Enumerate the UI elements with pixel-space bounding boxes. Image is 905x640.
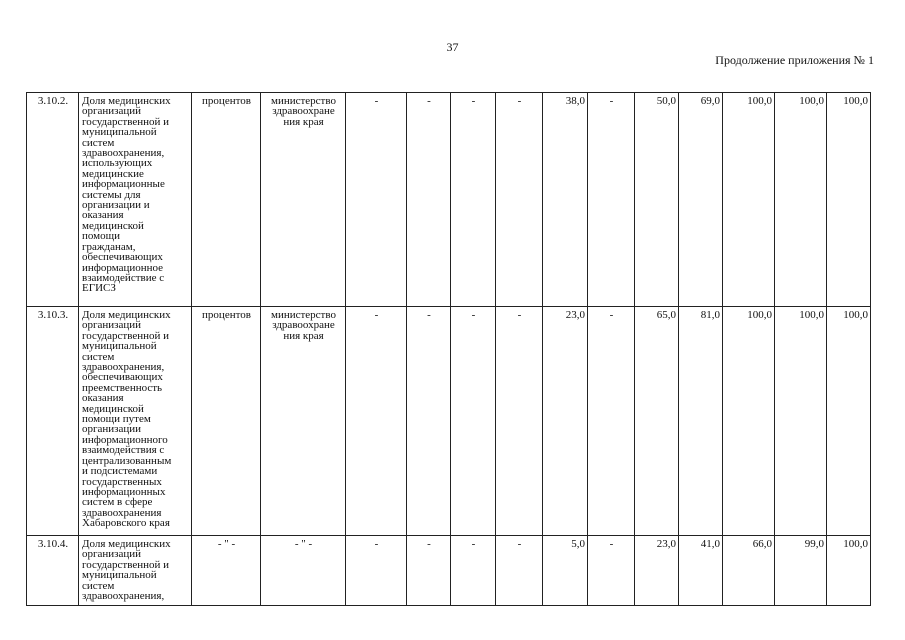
description-line: организации xyxy=(82,423,142,436)
description-line: обеспечивающих xyxy=(82,371,163,384)
value-cell: - xyxy=(346,307,407,536)
value-cell: - xyxy=(407,536,451,606)
table-row xyxy=(27,307,871,536)
value-cell: 69,0 xyxy=(679,93,723,307)
value-cell: - xyxy=(346,93,407,307)
description-line: Доля медицинских xyxy=(82,95,171,107)
value-cell: 100,0 xyxy=(723,93,775,307)
description-line: ЕГИСЗ xyxy=(82,282,116,295)
description-line: здравоохранения, xyxy=(82,361,165,374)
value-cell: 5,0 xyxy=(543,536,588,606)
value-cell: 81,0 xyxy=(679,307,723,536)
description-line: систем xyxy=(82,579,115,592)
value-cell: 41,0 xyxy=(679,536,723,606)
value-cell: - xyxy=(407,93,451,307)
value-cell: - xyxy=(496,536,543,606)
value-cell: - xyxy=(407,307,451,536)
unit-cell xyxy=(192,93,261,307)
description-line: помощи xyxy=(82,230,120,243)
description-line: государственной и xyxy=(82,115,170,128)
description-line: Доля медицинских xyxy=(82,538,171,550)
description-line: систем в сфере xyxy=(82,496,153,509)
description-line: систем xyxy=(82,350,115,363)
agency-line: здравоохране xyxy=(272,319,335,332)
description-line: оказания xyxy=(82,209,124,222)
table-row xyxy=(27,93,871,307)
description-line: организаций xyxy=(82,319,142,332)
agency-cell xyxy=(261,307,346,536)
description-line: системы для xyxy=(82,188,141,201)
description-line: здравоохранения, xyxy=(82,147,165,160)
agency-cell xyxy=(261,536,346,606)
value-cell: 66,0 xyxy=(723,536,775,606)
row-number: 3.10.2. xyxy=(27,93,79,307)
indicator-description xyxy=(79,307,192,536)
description-line: муниципальной xyxy=(82,569,157,582)
agency-line: - " - xyxy=(294,538,313,550)
description-line: гражданам, xyxy=(82,240,136,253)
unit-label: процентов xyxy=(202,309,251,321)
agency-cell xyxy=(261,93,346,307)
row-number: 3.10.3. xyxy=(27,307,79,536)
unit-label: процентов xyxy=(202,95,251,107)
description-line: медицинские xyxy=(82,167,144,180)
description-line: информационного xyxy=(82,433,168,446)
row-number: 3.10.4. xyxy=(27,536,79,606)
description-line: государственных xyxy=(82,475,162,488)
value-cell: - xyxy=(588,307,635,536)
value-cell: - xyxy=(496,93,543,307)
description-line: медицинской xyxy=(82,402,144,415)
description-line: организаций xyxy=(82,105,142,118)
value-cell: 38,0 xyxy=(543,93,588,307)
agency-line: ния края xyxy=(283,115,324,128)
value-cell: 23,0 xyxy=(635,536,679,606)
description-line: и подсистемами xyxy=(82,465,158,478)
value-cell: - xyxy=(451,307,496,536)
value-cell: 50,0 xyxy=(635,93,679,307)
description-line: государственной и xyxy=(82,329,170,342)
agency-line: ния края xyxy=(283,329,324,342)
description-line: взаимодействие с xyxy=(82,271,165,284)
description-line: преемственность xyxy=(82,381,163,394)
indicator-description xyxy=(79,536,192,606)
continuation-label: Продолжение приложения № 1 xyxy=(715,53,874,67)
description-line: муниципальной xyxy=(82,340,157,353)
value-cell: - xyxy=(496,307,543,536)
description-line: организации и xyxy=(82,199,150,212)
description-line: Хабаровского края xyxy=(82,517,170,530)
table-row xyxy=(27,536,871,606)
description-line: информационных xyxy=(82,485,166,498)
description-line: государственной и xyxy=(82,558,170,571)
description-line: Доля медицинских xyxy=(82,309,171,321)
description-line: здравоохранения, xyxy=(82,590,165,603)
description-line: организаций xyxy=(82,548,142,561)
value-cell: - xyxy=(588,93,635,307)
value-cell: 65,0 xyxy=(635,307,679,536)
value-cell: 100,0 xyxy=(775,307,827,536)
description-line: взаимодействия с xyxy=(82,444,165,457)
unit-label: - " - xyxy=(217,538,236,550)
value-cell: - xyxy=(451,93,496,307)
page-number: 37 xyxy=(446,40,459,54)
description-line: оказания xyxy=(82,392,124,405)
indicator-description xyxy=(79,93,192,307)
description-line: медицинской xyxy=(82,219,144,232)
agency-line: министерство xyxy=(270,309,336,321)
description-line: использующих xyxy=(82,157,153,170)
value-cell: 100,0 xyxy=(827,93,871,307)
value-cell: - xyxy=(451,536,496,606)
description-line: централизованным xyxy=(82,454,172,467)
value-cell: - xyxy=(346,536,407,606)
value-cell: 100,0 xyxy=(827,307,871,536)
value-cell: 99,0 xyxy=(775,536,827,606)
value-cell: 100,0 xyxy=(775,93,827,307)
indicators-table xyxy=(26,92,871,606)
description-line: информационные xyxy=(82,178,165,191)
unit-cell xyxy=(192,536,261,606)
value-cell: 100,0 xyxy=(723,307,775,536)
description-line: информационное xyxy=(82,261,164,274)
agency-line: министерство xyxy=(270,95,336,107)
value-cell: 100,0 xyxy=(827,536,871,606)
unit-cell xyxy=(192,307,261,536)
description-line: систем xyxy=(82,136,115,149)
agency-line: здравоохране xyxy=(272,105,335,118)
description-line: здравоохранения xyxy=(82,506,162,519)
value-cell: - xyxy=(588,536,635,606)
description-line: муниципальной xyxy=(82,126,157,139)
description-line: помощи путем xyxy=(82,413,151,426)
value-cell: 23,0 xyxy=(543,307,588,536)
description-line: обеспечивающих xyxy=(82,251,163,264)
